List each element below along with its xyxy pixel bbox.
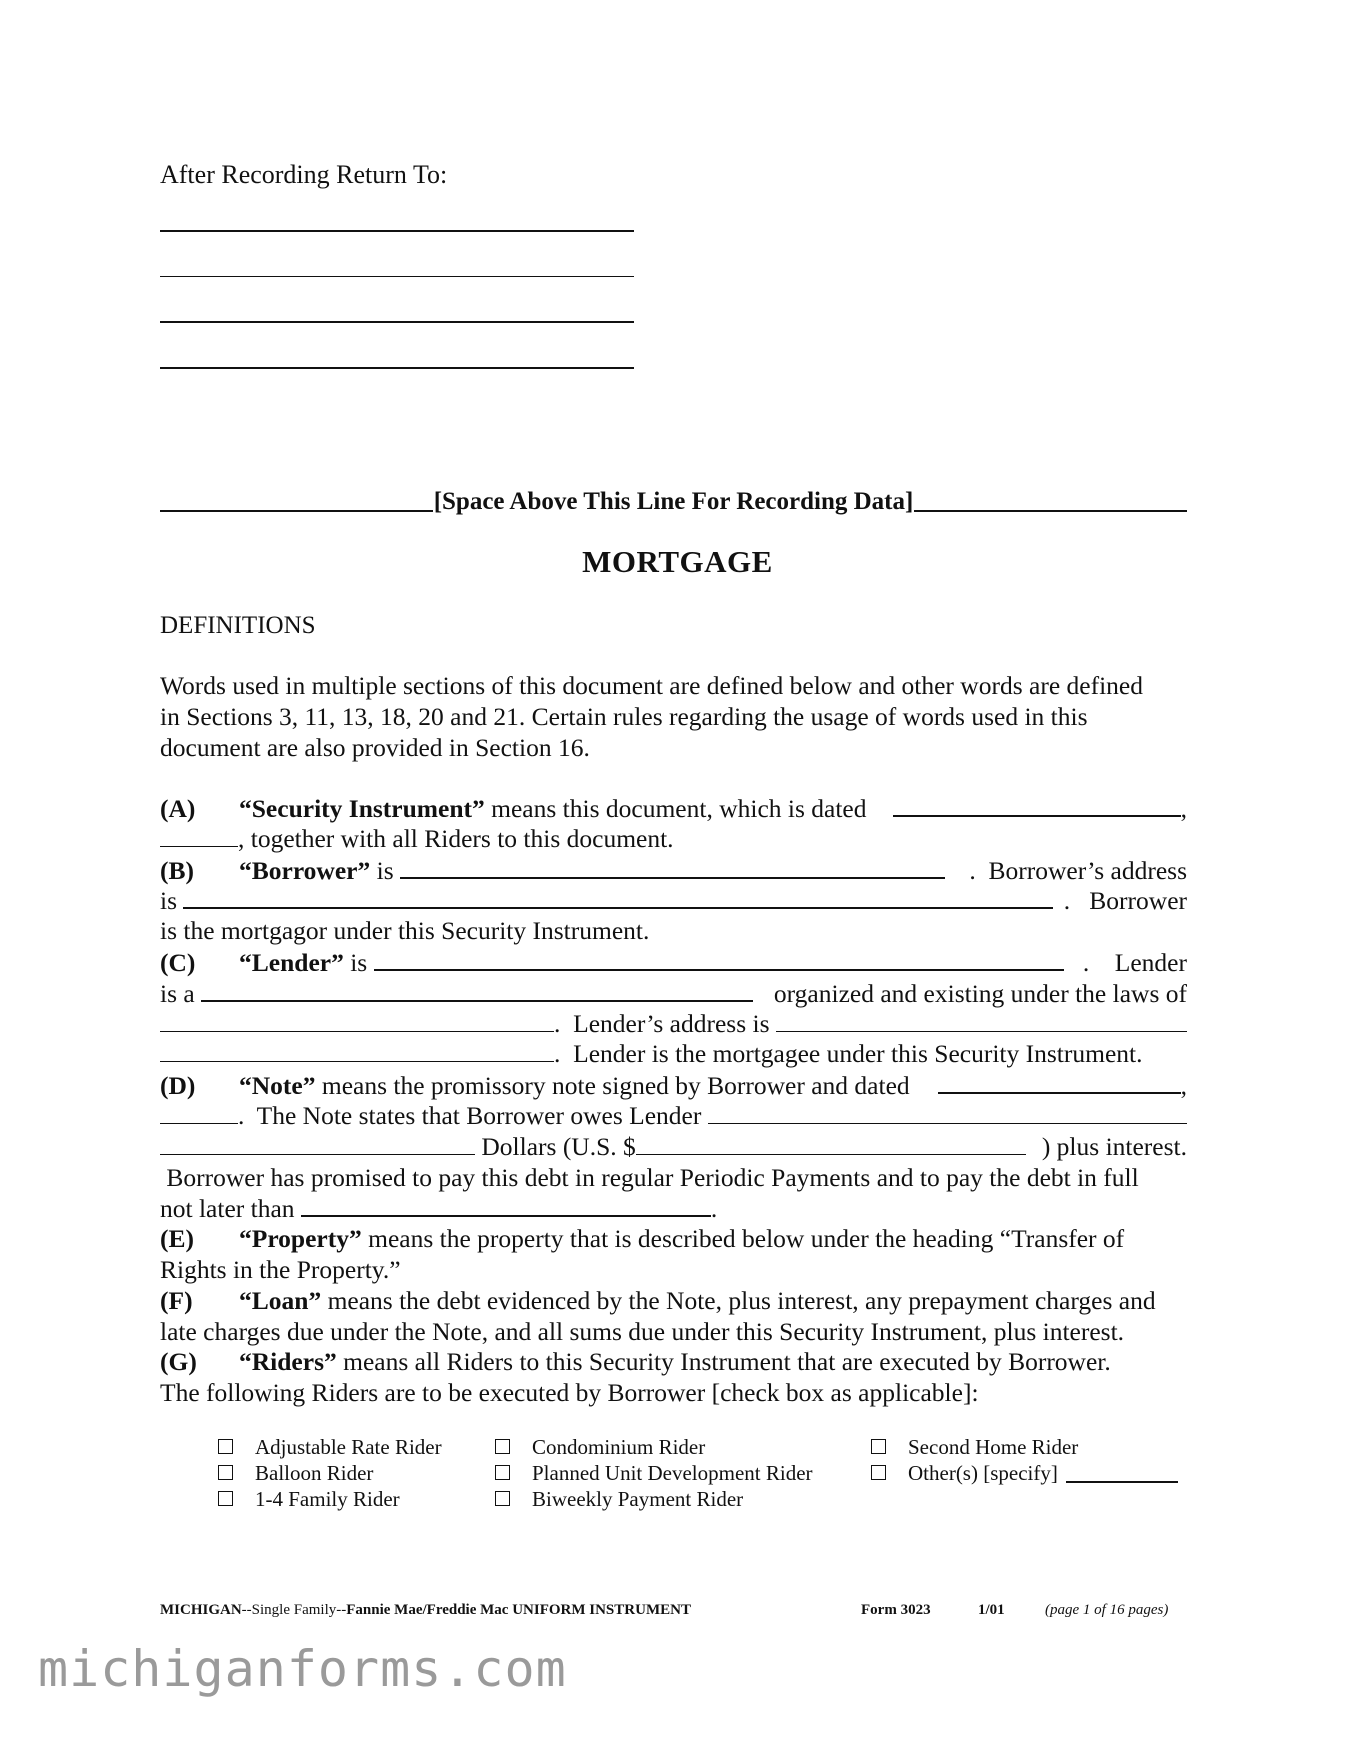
definition-term: “Riders” <box>239 1347 337 1377</box>
rider-label: Condominium Rider <box>532 1435 706 1459</box>
definition-b <box>160 855 1187 886</box>
comma: , <box>1180 794 1187 823</box>
definition-text: is <box>160 886 184 916</box>
definition-f <box>160 1286 1187 1317</box>
return-address-line-2[interactable] <box>160 276 634 277</box>
other-rider-specify-field[interactable] <box>1066 1463 1178 1483</box>
definitions-list <box>160 793 1187 1409</box>
rider-checkbox[interactable] <box>871 1434 1078 1460</box>
intro-line: in Sections 3, 11, 13, 18, 20 and 21. Certain rules regarding the usage of words used in this <box>160 701 1088 731</box>
rider-checkbox[interactable] <box>218 1486 400 1512</box>
definition-text: . Borrower <box>1063 886 1187 916</box>
return-address-line-1[interactable] <box>160 230 634 232</box>
note-year-field[interactable] <box>160 1101 238 1124</box>
definition-text: The following Riders are to be executed by Borrower [check box as applicable]: <box>160 1378 979 1408</box>
rider-checkbox[interactable] <box>218 1460 373 1486</box>
footer-form-date: 1/01 <box>978 1602 1005 1618</box>
borrower-address-field[interactable] <box>183 885 1053 909</box>
intro-line: document are also provided in Section 16. <box>160 732 590 762</box>
maturity-date-field[interactable] <box>301 1193 711 1217</box>
definition-term: “Lender” <box>239 947 344 977</box>
lender-address-field[interactable] <box>776 1009 1187 1032</box>
footer-instrument: MICHIGAN--Single Family--Fannie Mae/Freddie Mac UNIFORM INSTRUMENT <box>160 1602 691 1618</box>
comma: , <box>1180 1071 1187 1101</box>
definition-label: (C) <box>160 947 196 977</box>
return-to-label: After Recording Return To: <box>160 160 448 189</box>
definition-text: is a <box>160 978 202 1008</box>
definition-label: (E) <box>160 1224 194 1254</box>
definition-text: is <box>343 947 374 977</box>
borrower-name-field[interactable] <box>400 855 945 879</box>
recording-data-text: [Space Above This Line For Recording Data] <box>433 488 914 515</box>
intro-line: Words used in multiple sections of this document are defined below and other words are defined <box>160 671 1143 700</box>
lender-entity-type-field[interactable] <box>201 978 753 1002</box>
definition-term: “Security Instrument” <box>239 794 485 823</box>
definitions-intro <box>160 671 1187 763</box>
checkbox-icon[interactable] <box>495 1491 510 1506</box>
return-address-line-3[interactable] <box>160 321 634 323</box>
definition-text: . Lender is the mortgagee under this Security Instrument. <box>554 1039 1143 1069</box>
footer-form-number: Form 3023 <box>861 1602 931 1618</box>
definition-text: late charges due under the Note, and all sums due under this Security Instrument, plus interest. <box>160 1316 1125 1346</box>
definition-text: . Lender <box>1082 947 1187 977</box>
definition-a <box>160 793 1187 824</box>
note-date-field[interactable] <box>938 1070 1181 1094</box>
footer-page-number: (page 1 of 16 pages) <box>1045 1602 1169 1618</box>
definition-text: means this document, which is dated <box>484 794 873 823</box>
definition-label: (G) <box>160 1347 197 1377</box>
security-instrument-year-field[interactable] <box>160 824 238 847</box>
definitions-heading: DEFINITIONS <box>160 612 316 639</box>
definition-text: , together with all Riders to this document. <box>238 823 674 853</box>
definition-text: Borrower has promised to pay this debt in regular Periodic Payments and to pay the debt in full <box>160 1162 1139 1192</box>
definition-text: ) plus interest. <box>1041 1131 1187 1161</box>
rider-label: Adjustable Rate Rider <box>255 1435 442 1459</box>
definition-term: “Loan” <box>239 1285 322 1315</box>
lender-name-field[interactable] <box>374 947 1064 971</box>
recording-data-separator <box>160 484 1187 516</box>
rider-label: Other(s) [specify] <box>908 1461 1058 1485</box>
definition-term: “Borrower” <box>239 855 371 885</box>
definition-text: means the promissory note signed by Borrower and dated <box>315 1071 917 1101</box>
loan-amount-words-field[interactable] <box>708 1101 1187 1124</box>
checkbox-icon[interactable] <box>495 1439 510 1454</box>
definition-term: “Note” <box>239 1071 316 1101</box>
definition-term: “Property” <box>239 1224 362 1254</box>
definition-label: (D) <box>160 1071 196 1101</box>
definition-text: means the property that is described below under the heading “Transfer of <box>361 1224 1125 1254</box>
rider-checkbox[interactable] <box>218 1434 442 1460</box>
loan-amount-words-field-2[interactable] <box>160 1132 475 1155</box>
rider-label: Balloon Rider <box>255 1461 374 1485</box>
checkbox-icon[interactable] <box>218 1439 233 1454</box>
definition-label: (A) <box>160 794 196 823</box>
rider-checkbox[interactable] <box>495 1460 813 1486</box>
definition-e <box>160 1224 1187 1255</box>
definition-label: (F) <box>160 1285 193 1315</box>
definition-text: means the debt evidenced by the Note, plus interest, any prepayment charges and <box>321 1285 1156 1315</box>
definition-text: Rights in the Property.” <box>160 1254 401 1284</box>
lender-address-field-2[interactable] <box>160 1039 554 1062</box>
rider-label: Second Home Rider <box>908 1435 1079 1459</box>
definition-text: Dollars (U.S. $ <box>475 1131 636 1161</box>
definition-text: is <box>370 855 401 885</box>
definition-text: . The Note states that Borrower owes Lender <box>238 1100 708 1130</box>
definition-text: not later than <box>160 1194 301 1224</box>
definition-text: . Lender’s address is <box>554 1008 776 1038</box>
definition-text: is the mortgagor under this Security Instrument. <box>160 916 650 946</box>
checkbox-icon[interactable] <box>218 1491 233 1506</box>
security-instrument-date-field[interactable] <box>893 793 1181 817</box>
separator-rule-right <box>914 484 1187 512</box>
checkbox-icon[interactable] <box>218 1465 233 1480</box>
definition-text: . Borrower’s address <box>969 855 1187 885</box>
document-title: MORTGAGE <box>582 544 773 579</box>
rider-checkbox[interactable] <box>495 1434 705 1460</box>
rider-checkbox[interactable] <box>495 1486 743 1512</box>
definition-g <box>160 1347 1187 1378</box>
lender-jurisdiction-field[interactable] <box>160 1009 554 1032</box>
checkbox-icon[interactable] <box>495 1465 510 1480</box>
checkbox-icon[interactable] <box>871 1439 886 1454</box>
rider-checkbox[interactable] <box>871 1460 1178 1486</box>
definition-label: (B) <box>160 855 194 885</box>
rider-label: 1-4 Family Rider <box>255 1487 400 1511</box>
return-address-line-4[interactable] <box>160 367 634 369</box>
separator-rule-left <box>160 484 433 512</box>
definition-d <box>160 1070 1187 1101</box>
site-watermark: michiganforms.com <box>38 1640 567 1698</box>
definition-text: organized and existing under the laws of <box>767 978 1187 1008</box>
rider-label: Biweekly Payment Rider <box>532 1487 744 1511</box>
definition-text: means all Riders to this Security Instrument that are executed by Borrower. <box>336 1347 1111 1377</box>
loan-amount-number-field[interactable] <box>636 1132 1026 1155</box>
definition-c <box>160 947 1187 978</box>
definition-text: . <box>710 1194 718 1224</box>
rider-label: Planned Unit Development Rider <box>532 1461 813 1485</box>
checkbox-icon[interactable] <box>871 1465 886 1480</box>
